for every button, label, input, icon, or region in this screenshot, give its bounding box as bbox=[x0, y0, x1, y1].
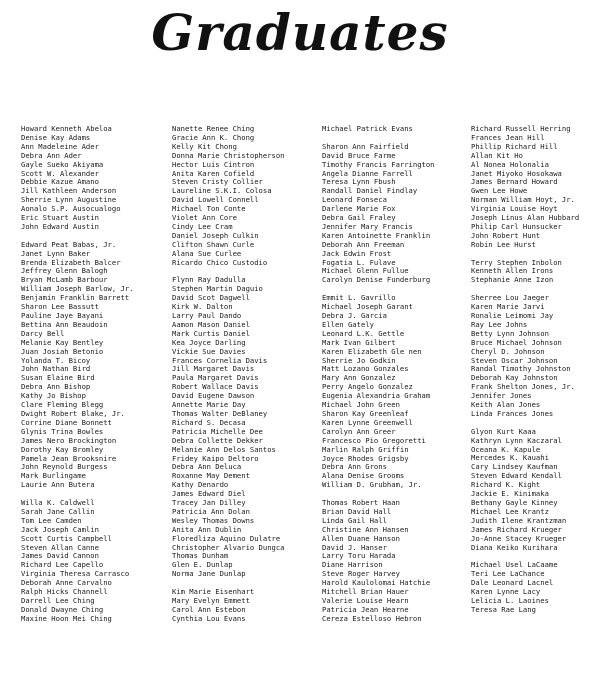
graduate-name: Ann Madeleine Ader bbox=[21, 142, 99, 151]
graduate-name: Al Nonea Holonalia bbox=[471, 160, 549, 169]
graduate-name: Jill Kathleen Anderson bbox=[21, 187, 117, 196]
graduate-name: Jo-Anne Stacey Krueger bbox=[471, 534, 567, 543]
graduate-name: Debra Ann Grons bbox=[322, 463, 387, 472]
letter-group bbox=[21, 241, 169, 490]
graduate-name: Bruce Michael Johnson bbox=[471, 338, 562, 347]
graduate-name: Sharon Lee Bassutt bbox=[21, 303, 99, 312]
graduate-name: Wesley Thomas Downs bbox=[172, 516, 255, 525]
graduate-name: Mercedes K. Kauahi bbox=[471, 454, 549, 463]
graduate-name: Karen Antoinette Franklin bbox=[322, 231, 431, 240]
graduate-name: Michael Glenn Fullue bbox=[322, 267, 409, 276]
graduate-name: James Bernard Howard bbox=[471, 178, 558, 187]
graduate-name: Kirk W. Dalton bbox=[172, 303, 233, 312]
graduate-name: Marlin Ralph Griffin bbox=[322, 445, 409, 454]
graduates-column-1 bbox=[21, 125, 169, 633]
graduate-name: Stephen Martin Daguio bbox=[172, 285, 263, 294]
page-title: Graduates bbox=[151, 3, 449, 62]
graduate-name: Norman William Hoyt, Jr. bbox=[471, 196, 575, 205]
letter-group bbox=[172, 588, 320, 624]
graduate-name: Steven Allan Canne bbox=[21, 543, 99, 552]
letter-group bbox=[471, 294, 600, 419]
graduate-name: Annette Marie Day bbox=[172, 401, 246, 410]
graduate-name: Ricardo Chico Custodio bbox=[172, 258, 268, 267]
graduate-name: Emmit L. Gavrillo bbox=[322, 294, 396, 303]
graduate-name: Howard Kenneth Abeloa bbox=[21, 125, 112, 133]
graduate-name: Larry Toru Harada bbox=[322, 552, 396, 561]
graduate-name: Joyce Rhodes Grigsby bbox=[322, 454, 409, 463]
graduate-name: Dale Leonard Lacnel bbox=[471, 579, 554, 588]
graduate-name: Roxanne May Dement bbox=[172, 472, 250, 481]
graduate-name: Pauline Jaye Bayani bbox=[21, 312, 104, 321]
graduate-name: Mark Ivan Gilbert bbox=[322, 338, 396, 347]
graduate-name: Harold Kaulolomai Hatchie bbox=[322, 579, 431, 588]
graduate-name: Tom Lee Camden bbox=[21, 516, 82, 525]
graduate-name: Linda Frances Jones bbox=[471, 409, 554, 418]
graduate-name: Eugenia Alexandria Graham bbox=[322, 392, 431, 401]
letter-group bbox=[322, 125, 470, 134]
graduate-name: Carolyn Ann Greer bbox=[322, 427, 396, 436]
graduate-name: Francesco Pio Gregoretti bbox=[322, 436, 426, 445]
graduate-name: Karen Lynne Greenwell bbox=[322, 418, 413, 427]
graduate-name: Kathy Jo Bishop bbox=[21, 392, 86, 401]
letter-group bbox=[322, 143, 470, 286]
graduate-name: Randal Timothy Johnston bbox=[471, 365, 571, 374]
graduate-name: Dwight Robert Blake, Jr. bbox=[21, 409, 125, 418]
graduate-name: Mary Ann Gonzalez bbox=[322, 374, 396, 383]
graduate-name: Leonard Fonseca bbox=[322, 196, 387, 205]
graduate-name: Deborah Ann Freeman bbox=[322, 240, 405, 249]
graduate-name: Terry Stephen Inbolon bbox=[471, 258, 562, 267]
graduate-name: Philip Carl Hunsucker bbox=[471, 222, 562, 231]
graduate-name: Deborah Kay Johnston bbox=[471, 374, 558, 383]
letter-group bbox=[471, 259, 600, 286]
graduate-name: Michael Usel LaCaame bbox=[471, 561, 558, 570]
graduate-name: Virginia Theresa Carrasco bbox=[21, 570, 130, 579]
graduate-name: Debra Ann Ader bbox=[21, 151, 82, 160]
graduate-name: William D. Grubham, Jr. bbox=[322, 481, 422, 490]
graduate-name: David Bruce Farme bbox=[322, 151, 396, 160]
graduate-name: Michael Patrick Evans bbox=[322, 125, 413, 133]
graduate-name: Tracey Jan Dilley bbox=[172, 499, 246, 508]
graduate-name: Jack Edwin Frost bbox=[322, 249, 392, 258]
letter-group bbox=[21, 125, 169, 232]
graduate-name: Fridey Kaipo Deltoro bbox=[172, 454, 259, 463]
graduate-name: Michael John Green bbox=[322, 401, 400, 410]
graduate-name: Darcy Bell bbox=[21, 329, 65, 338]
graduate-name: Frances Cornelia Davis bbox=[172, 356, 268, 365]
graduate-name: Richard Russell Herring bbox=[471, 125, 571, 133]
graduate-name: Sharon Kay Greenleaf bbox=[322, 409, 409, 418]
graduate-name: John Edward Austin bbox=[21, 222, 99, 231]
graduate-name: Mitchell Brian Hauer bbox=[322, 588, 409, 597]
graduate-name: Laureline S.K.I. Colosa bbox=[172, 187, 272, 196]
graduate-name: Cheryl D. Johnson bbox=[471, 347, 545, 356]
graduate-name: Thomas Walter DeBlaney bbox=[172, 409, 268, 418]
graduate-name: William Joseph Barlow, Jr. bbox=[21, 285, 134, 294]
graduate-name: John Reynold Burgess bbox=[21, 463, 108, 472]
graduate-name: Keith Alan Jones bbox=[471, 401, 541, 410]
graduate-name: Mary Evelyn Emmett bbox=[172, 597, 250, 605]
graduate-name: Dorothy Kay Bromley bbox=[21, 445, 104, 454]
graduate-name: Jeffrey Glenn Balogh bbox=[21, 267, 108, 276]
graduate-name: Kathy Denardo bbox=[172, 481, 229, 490]
graduate-name: Fogatia L. Fulave bbox=[322, 258, 396, 267]
graduate-name: Leonard L.K. Gettle bbox=[322, 329, 405, 338]
graduate-name: Gwen Lee Howe bbox=[471, 187, 528, 196]
graduate-name: Floredliza Aquino Dulatre bbox=[172, 534, 281, 543]
graduate-name: Karen Elizabeth Gle nen bbox=[322, 347, 422, 356]
graduate-name: Benjamin Franklin Barrett bbox=[21, 294, 130, 303]
graduate-name: Kelly Kit Chong bbox=[172, 142, 237, 151]
graduate-name: Jackie E. Kinimaka bbox=[471, 490, 549, 499]
graduate-name: Eric Stuart Austin bbox=[21, 214, 99, 223]
graduate-name: Teresa Rae Lang bbox=[471, 605, 536, 614]
graduate-name: Brian David Hall bbox=[322, 507, 392, 516]
graduate-name: Linda Gail Hall bbox=[322, 516, 387, 525]
graduate-name: Valerie Louise Hearn bbox=[322, 596, 409, 605]
graduate-name: Daniel Joseph Culkin bbox=[172, 231, 259, 240]
graduate-name: Ralph Hicks Channell bbox=[21, 588, 108, 597]
graduate-name: Virginia Louise Hoyt bbox=[471, 205, 558, 214]
graduate-name: Deborah Anne Carvalno bbox=[21, 579, 112, 588]
graduate-name: Aonalo S.P. Ausocualogo bbox=[21, 205, 121, 214]
graduate-name: David Eugene Dawson bbox=[172, 392, 255, 401]
graduate-name: Phillip Richard Hill bbox=[471, 142, 558, 151]
graduate-name: Karen Marie Jarvi bbox=[471, 303, 545, 312]
graduate-name: John Nathan Bird bbox=[21, 365, 91, 374]
graduate-name: Bettina Ann Beaudoin bbox=[21, 320, 108, 329]
graduate-name: Anita Ann Dublin bbox=[172, 525, 242, 534]
graduate-name: Christine Ann Hansen bbox=[322, 525, 409, 534]
graduate-name: Perry Angelo Gonzalez bbox=[322, 383, 413, 392]
graduate-name: Diana Keiko Kurihara bbox=[471, 543, 558, 552]
graduate-name: Janet Lynn Baker bbox=[21, 249, 91, 258]
graduate-name: Kathryn Lynn Kaczaral bbox=[471, 436, 562, 445]
graduate-name: Edward Peat Babas, Jr. bbox=[21, 240, 117, 249]
graduate-name: Debra J. Garcia bbox=[322, 312, 387, 320]
graduate-name: Scott W. Alexander bbox=[21, 169, 99, 178]
graduate-name: Kea Joyce Darling bbox=[172, 338, 246, 347]
graduate-name: Bethany Gayle Kinney bbox=[471, 499, 558, 508]
graduate-name: James Nero Brockington bbox=[21, 436, 117, 445]
graduate-name: Bryan McLamb Barbour bbox=[21, 276, 108, 285]
graduate-name: Betty Lynn Johnson bbox=[471, 329, 549, 338]
graduate-name: Sharon Ann Fairfield bbox=[322, 142, 409, 151]
graduate-name: Aamon Mason Daniel bbox=[172, 320, 250, 329]
graduate-name: Timothy Francis Farrington bbox=[322, 160, 435, 169]
graduate-name: Thomas Dunham bbox=[172, 552, 229, 561]
letter-group bbox=[471, 561, 600, 614]
graduate-name: Kenneth Allen Irons bbox=[471, 267, 554, 276]
graduate-name: Cindy Lee Cram bbox=[172, 222, 233, 231]
graduate-name: Cynthia Lou Evans bbox=[172, 614, 246, 623]
graduate-name: Robert Wallace Davis bbox=[172, 383, 259, 392]
graduate-name: Sarah Jane Callin bbox=[21, 507, 95, 516]
graduate-name: Diane Harrison bbox=[322, 561, 383, 570]
graduate-name: James Edward Diel bbox=[172, 490, 246, 499]
graduate-name: Debra Ann Bishop bbox=[21, 383, 91, 392]
graduate-name: Melanie Kay Bentley bbox=[21, 338, 104, 347]
graduate-name: John Robert Hunt bbox=[471, 231, 541, 240]
graduate-name: Patricia Jean Hearne bbox=[322, 605, 409, 614]
graduates-column-4 bbox=[471, 125, 600, 624]
graduate-name: Nanette Renee Ching bbox=[172, 125, 255, 133]
graduate-name: Joseph Linus Alan Hubbard bbox=[471, 214, 580, 223]
graduate-name: Glyon Kurt Kaaa bbox=[471, 427, 536, 436]
graduate-name: Lelicia L. Laoines bbox=[471, 596, 549, 605]
graduate-name: Debra Gail Fraley bbox=[322, 214, 396, 223]
graduate-name: Juan Josiah Betonio bbox=[21, 347, 104, 356]
letter-group bbox=[471, 428, 600, 553]
graduate-name: Laurie Ann Butera bbox=[21, 481, 95, 490]
graduate-name: Susan Elaine Bird bbox=[21, 374, 95, 383]
graduate-name: Steven Oscar Johnson bbox=[471, 356, 558, 365]
graduate-name: Angela Dianne Farrell bbox=[322, 169, 413, 178]
graduate-name: Janet Miyoko Hosokawa bbox=[471, 169, 562, 178]
graduate-name: Jack Joseph Camlin bbox=[21, 525, 99, 534]
graduate-name: Debra Collette Dekker bbox=[172, 436, 263, 445]
graduate-name: Gracie Ann K. Chong bbox=[172, 133, 255, 142]
graduate-name: Karen Lynne Lacy bbox=[471, 588, 541, 597]
graduate-name: Stephanie Anne Izon bbox=[471, 276, 554, 285]
graduate-name: Flynn Ray Dadulla bbox=[172, 276, 246, 285]
graduate-name: Brenda Elizabeth Balcer bbox=[21, 258, 121, 267]
graduate-name: Larry Paul Dando bbox=[172, 312, 242, 321]
graduate-name: Ronalie Leimomi Jay bbox=[471, 312, 554, 320]
graduate-name: Jennifer Jones bbox=[471, 392, 532, 401]
graduate-name: Randall Daniel Findlay bbox=[322, 187, 418, 196]
graduate-name: Steve Roger Harvey bbox=[322, 570, 400, 579]
graduate-name: Gayle Sueko Akiyama bbox=[21, 160, 104, 169]
graduate-name: Ellen Gately bbox=[322, 320, 374, 329]
graduate-name: Richard K. Kight bbox=[471, 481, 541, 490]
graduate-name: Michael Lee Krantz bbox=[471, 507, 549, 516]
graduate-name: Michael Joseph Garant bbox=[322, 303, 413, 312]
graduate-name: Ray Lee Johns bbox=[471, 320, 528, 329]
graduate-name: Sherree Lou Jaeger bbox=[471, 294, 549, 303]
graduate-name: David Lowell Connell bbox=[172, 196, 259, 205]
graduate-name: David Scot Dagwell bbox=[172, 294, 250, 303]
graduate-name: Richard S. Decasa bbox=[172, 418, 246, 427]
letter-group bbox=[322, 499, 470, 624]
graduate-name: Jill Margaret Davis bbox=[172, 365, 255, 374]
graduate-name: Allan Kit Ho bbox=[471, 151, 523, 160]
graduate-name: Sherrie Jo Godkin bbox=[322, 356, 396, 365]
graduate-name: Debbie Kazue Amano bbox=[21, 178, 99, 187]
graduate-name: Denise Kay Adams bbox=[21, 133, 91, 142]
letter-group bbox=[172, 276, 320, 579]
graduate-name: Oceana K. Kapule bbox=[471, 445, 541, 454]
graduates-column-3 bbox=[322, 125, 470, 633]
graduate-name: Mark Burlingame bbox=[21, 472, 86, 481]
graduate-name: Donna Marie Christopherson bbox=[172, 151, 285, 160]
graduate-name: Clare Fleming Blegg bbox=[21, 401, 104, 410]
graduate-name: Corrine Diane Bonnett bbox=[21, 418, 112, 427]
graduate-name: Cereza Estelloso Hebron bbox=[322, 614, 422, 623]
graduate-name: Teri Lee LaChance bbox=[471, 570, 545, 579]
graduate-name: Judith Ilene Krantzman bbox=[471, 516, 567, 525]
graduate-name: Glen E. Dunlap bbox=[172, 561, 233, 570]
graduate-name: Frances Jean Hill bbox=[471, 133, 545, 142]
graduate-name: Alana Sue Curlee bbox=[172, 249, 242, 258]
graduate-name: Cary Lindsey Kaufman bbox=[471, 463, 558, 472]
graduate-name: Steven Cristy Collier bbox=[172, 178, 263, 187]
graduate-name: Melanie Ann Delos Santos bbox=[172, 445, 276, 454]
graduates-column-2 bbox=[172, 125, 320, 633]
graduate-name: Allen Duane Hanson bbox=[322, 534, 400, 543]
graduate-name: Sherrie Lynn Augustine bbox=[21, 196, 117, 205]
letter-group bbox=[471, 125, 600, 250]
graduate-name: Anita Karen Cofield bbox=[172, 169, 255, 178]
graduate-name: Teresa Lynn Fbush bbox=[322, 178, 396, 187]
graduate-name: Debra Ann Deluca bbox=[172, 463, 242, 472]
letter-group bbox=[172, 125, 320, 268]
graduate-name: Glynis Trina Bowles bbox=[21, 427, 104, 436]
graduate-name: Michael Ton Conte bbox=[172, 205, 246, 214]
graduate-name: Clifton Shawn Curle bbox=[172, 240, 255, 249]
graduate-name: Norma Jane Dunlap bbox=[172, 570, 246, 579]
letter-group bbox=[322, 294, 470, 490]
graduate-name: Thomas Robert Haan bbox=[322, 499, 400, 508]
graduate-name: Patricia Michelle Dee bbox=[172, 427, 263, 436]
graduate-name: Steven Edward Kendall bbox=[471, 472, 562, 481]
graduate-name: Frank Shelton Jones, Jr. bbox=[471, 383, 575, 392]
graduate-name: Yolanda T. Bicoy bbox=[21, 356, 91, 365]
graduate-name: Darlene Marie Fox bbox=[322, 205, 396, 214]
graduate-name: Kim Marie Eisenhart bbox=[172, 588, 255, 597]
graduate-name: Violet Ann Core bbox=[172, 214, 237, 223]
graduate-name: David J. Hanser bbox=[322, 543, 387, 552]
graduate-name: Vickie Sue Davies bbox=[172, 347, 246, 356]
graduate-name: Scott Curtis Campbell bbox=[21, 534, 112, 543]
graduate-name: Robin Lee Hurst bbox=[471, 240, 536, 249]
graduate-name: James Richard Krueger bbox=[471, 525, 562, 534]
graduate-name: Patricia Ann Dolan bbox=[172, 507, 250, 516]
graduate-name: Paula Margaret Davis bbox=[172, 374, 259, 383]
graduate-name: Pamela Jean Brooksnire bbox=[21, 454, 117, 463]
graduate-name: Jennifer Mary Francis bbox=[322, 222, 413, 231]
graduate-name: Carolyn Denise Funderburg bbox=[322, 276, 431, 285]
graduate-name: Hector Luis Cintron bbox=[172, 160, 255, 169]
letter-group bbox=[21, 499, 169, 624]
graduate-name: Christopher Alvario Dungca bbox=[172, 543, 285, 552]
graduate-name: Richard Lee Capello bbox=[21, 561, 104, 570]
graduate-name: Donald Dwayne Ching bbox=[21, 605, 104, 614]
graduate-name: Carol Ann Estebon bbox=[172, 605, 246, 614]
graduate-name: James David Cannon bbox=[21, 552, 99, 561]
graduate-name: Maxine Hoon Mei Ching bbox=[21, 614, 112, 623]
graduate-name: Darrell Lee Ching bbox=[21, 597, 95, 605]
graduate-name: Alana Denise Grooms bbox=[322, 472, 405, 481]
graduate-name: Mark Curtis Daniel bbox=[172, 329, 250, 338]
graduate-name: Willa K. Caldwell bbox=[21, 499, 95, 508]
graduate-name: Matt Lozano Gonzales bbox=[322, 365, 409, 374]
